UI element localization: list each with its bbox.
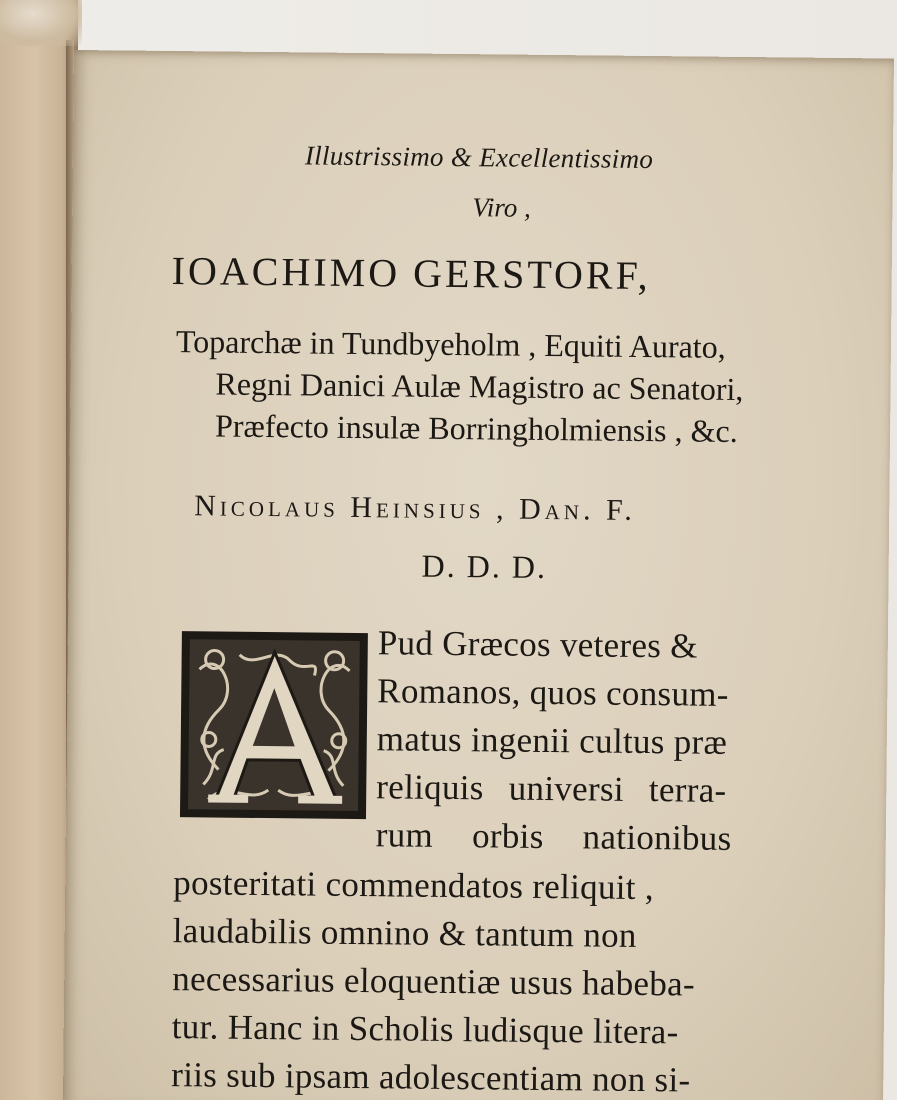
binding-top bbox=[0, 0, 82, 46]
ddd-line: D. D. D. bbox=[421, 547, 548, 585]
body-line-4: reliquis universi terra- bbox=[376, 767, 727, 810]
book-page bbox=[63, 50, 894, 1100]
dedication-line-1: Illustrissimo & Excellentissimo bbox=[304, 140, 654, 175]
body-line-8: necessarius eloquentiæ usus habeba- bbox=[172, 959, 696, 1004]
body-line-2: Romanos, quos consum- bbox=[377, 671, 729, 714]
dedication-line-2: Viro , bbox=[472, 192, 532, 223]
body-line-5: rum orbis nationibus bbox=[375, 815, 732, 858]
dedicatee-title-3: Præfecto insulæ Borringholmiensis , &c. bbox=[214, 407, 738, 449]
body-line-6: posteritati commendatos reliquit , bbox=[173, 863, 655, 908]
body-line-3: matus ingenii cultus præ bbox=[376, 719, 728, 762]
body-line-10: riis sub ipsam adolescentiam non si- bbox=[171, 1055, 691, 1100]
decorated-initial-A-icon bbox=[178, 629, 370, 821]
dedicatee-name: IOACHIMO GERSTORF, bbox=[171, 248, 651, 299]
body-line-7: laudabilis omnino & tantum non bbox=[172, 911, 637, 955]
body-line-9: tur. Hanc in Scholis ludisque litera- bbox=[171, 1007, 679, 1052]
page-text bbox=[63, 50, 894, 1100]
author-line: Nicolaus Heinsius , Dan. F. bbox=[194, 489, 637, 527]
body-line-1: Pud Græcos veteres & bbox=[377, 623, 698, 666]
dedicatee-title-2: Regni Danici Aulæ Magistro ac Senatori, bbox=[215, 365, 744, 408]
dedicatee-title-1: Toparchæ in Tundbyeholm , Equiti Aurato, bbox=[175, 323, 726, 365]
